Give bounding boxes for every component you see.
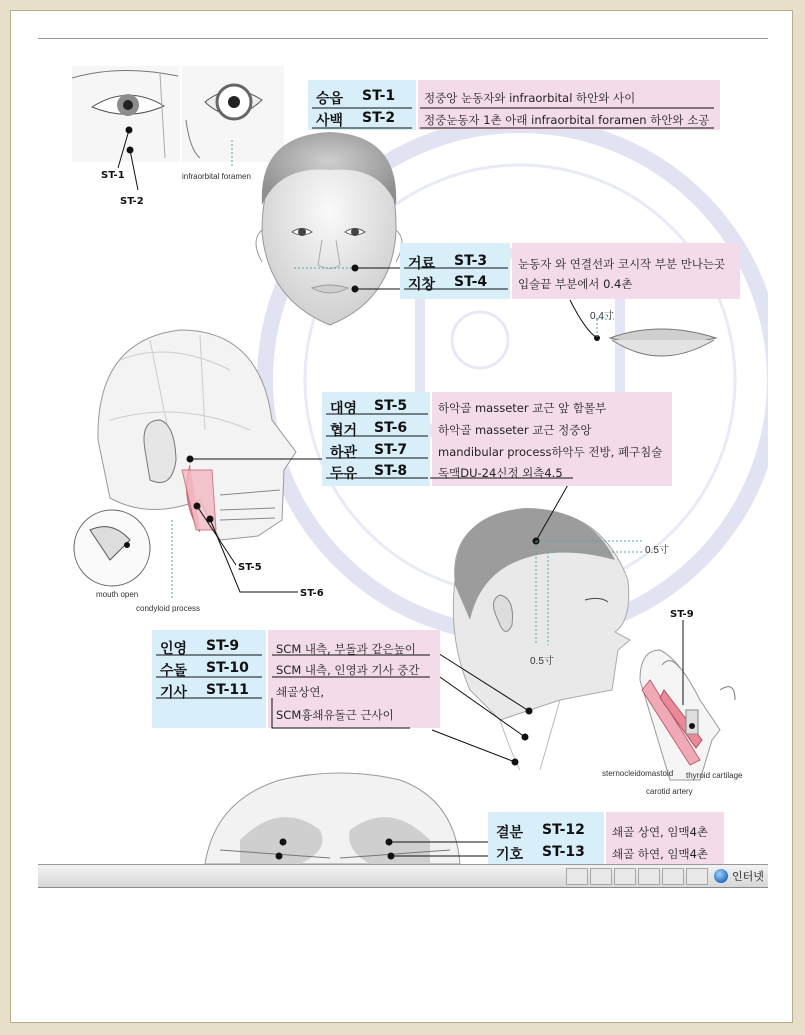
point-desc-st11-line2: SCM흉쇄유돌근 근사이 (276, 708, 394, 722)
figure-label-scm: sternocleidomastoid (602, 769, 674, 778)
point-code-st1: ST-1 (362, 88, 396, 104)
point-name-st1: 승읍 (316, 91, 344, 107)
eye-figure (72, 66, 284, 168)
status-segment (590, 868, 612, 885)
point-name-st8: 두유 (330, 466, 358, 482)
point-desc-st13: 쇄골 하연, 임맥4촌 (612, 847, 709, 861)
point-desc-st6: 하악골 masseter 교근 정중앙 (438, 423, 592, 437)
internet-zone-icon[interactable] (714, 869, 728, 883)
point-desc-st11: 쇄골상연, (276, 685, 325, 699)
point-code-st3: ST-3 (454, 253, 488, 269)
status-segment (566, 868, 588, 885)
point-desc-st2: 정중눈동자 1촌 아래 infraorbital foramen 하안와 소공 (424, 113, 710, 127)
point-code-st10: ST-10 (206, 660, 249, 676)
point-code-st11: ST-11 (206, 682, 249, 698)
status-segment (662, 868, 684, 885)
point-name-st2: 사백 (316, 113, 344, 129)
figure-label-measure-04: 0.4寸 (590, 311, 614, 322)
figure-label-infraorbital: infraorbital foramen (182, 172, 251, 181)
point-code-st9: ST-9 (206, 638, 240, 654)
point-name-st4: 지창 (408, 277, 436, 293)
status-segment (614, 868, 636, 885)
figure-label-st6: ST-6 (300, 588, 324, 599)
point-desc-st9: SCM 내측, 부돌과 같은높이 (276, 642, 416, 656)
point-code-st13: ST-13 (542, 844, 585, 860)
point-code-st5: ST-5 (374, 398, 408, 414)
point-name-st5: 대영 (330, 401, 358, 417)
torso-figure (205, 773, 460, 864)
point-code-st12: ST-12 (542, 822, 585, 838)
neck-muscle-figure (640, 620, 735, 780)
point-name-st9: 인영 (160, 641, 188, 657)
point-code-st6: ST-6 (374, 420, 408, 436)
point-desc-st3: 눈동자 와 연결선과 코시작 부분 만나는곳 (518, 257, 726, 271)
figure-label-measure-05a: 0.5寸 (645, 545, 669, 556)
figure-label-st5: ST-5 (238, 562, 262, 573)
point-desc-st10: SCM 내측, 인영과 기사 중간 (276, 663, 420, 677)
figure-label-st1: ST-1 (101, 170, 125, 181)
point-name-st11: 기사 (160, 685, 188, 701)
point-code-st8: ST-8 (374, 463, 408, 479)
point-desc-st1: 정중앙 눈동자와 infraorbital 하안와 사이 (424, 91, 636, 105)
point-name-st12: 결분 (496, 825, 524, 841)
point-code-st7: ST-7 (374, 442, 408, 458)
figure-label-measure-05b: 0.5寸 (530, 656, 554, 667)
point-desc-st5: 하악골 masseter 교근 앞 함몰부 (438, 401, 607, 415)
browser-status-bar (38, 864, 768, 888)
figure-label-st2: ST-2 (120, 196, 144, 207)
figure-label-thyroid: thyroid cartilage (686, 771, 743, 780)
point-desc-st8: 독맥DU-24신정 외측4.5 (438, 466, 563, 480)
point-desc-st4: 입술끝 부분에서 0.4촌 (518, 277, 633, 291)
figure-label-carotid: carotid artery (646, 787, 693, 796)
figure-label-st9: ST-9 (670, 609, 694, 620)
point-name-st10: 수돌 (160, 663, 188, 679)
point-desc-st12: 쇄골 상연, 임맥4촌 (612, 825, 709, 839)
point-name-st6: 협거 (330, 423, 358, 439)
point-name-st3: 거료 (408, 256, 436, 272)
point-name-st7: 하관 (330, 445, 358, 461)
figure-label-condyloid: condyloid process (136, 604, 201, 613)
point-name-st13: 기호 (496, 847, 524, 863)
security-zone-label[interactable]: 인터넷 (732, 870, 764, 883)
point-code-st4: ST-4 (454, 274, 488, 290)
mouth-open-figure (74, 510, 150, 586)
point-code-st2: ST-2 (362, 110, 396, 126)
point-desc-st7: mandibular process하악두 전방, 폐구침술 (438, 445, 663, 459)
status-segment (686, 868, 708, 885)
figure-label-mouth-open: mouth open (96, 590, 139, 599)
status-segment (638, 868, 660, 885)
side-head-figure (453, 508, 630, 770)
